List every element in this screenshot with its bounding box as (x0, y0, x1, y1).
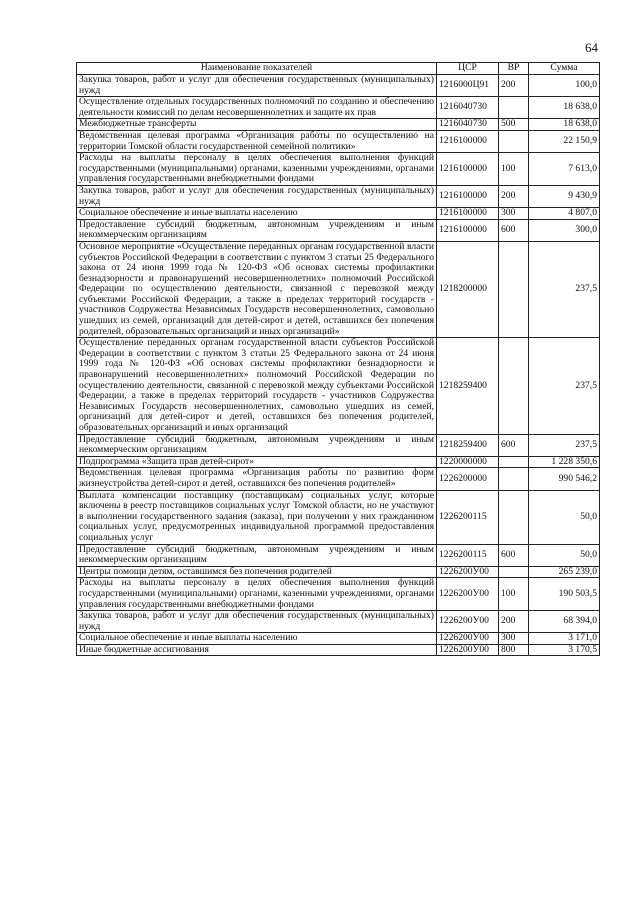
cell-csr: 1216100000 (437, 185, 499, 207)
cell-name: Межбюджетные трансферты (77, 119, 437, 131)
cell-sum: 22 150,9 (529, 130, 600, 152)
cell-name: Иные бюджетные ассигнования (77, 644, 437, 656)
cell-csr: 1226200115 (437, 490, 499, 544)
cell-csr: 1216100000 (437, 153, 499, 186)
table-row (77, 578, 600, 611)
cell-vr: 600 (499, 219, 529, 241)
cell-sum: 265 239,0 (529, 566, 600, 578)
table-row (77, 75, 600, 97)
table-row (77, 119, 600, 131)
cell-name: Расходы на выплаты персоналу в целях обеспечения выполнения функций государственными (муниципальными) органами, казенными учреждениями, органами управления государственными внебюджетными фондами (77, 578, 437, 611)
cell-csr: 1216100000 (437, 219, 499, 241)
cell-sum: 9 430,9 (529, 185, 600, 207)
cell-name: Предоставление субсидий бюджетным, автономным учреждениям и иным некоммерческим организациям (77, 219, 437, 241)
cell-sum: 18 638,0 (529, 97, 600, 119)
header-name: Наименование показателей (77, 63, 437, 75)
table-row (77, 544, 600, 566)
cell-vr: 300 (499, 208, 529, 220)
table-row (77, 456, 600, 468)
table-row (77, 153, 600, 186)
cell-sum: 18 638,0 (529, 119, 600, 131)
cell-sum: 1 228 350,6 (529, 456, 600, 468)
cell-name: Осуществление переданных органам государственной власти субъектов Российской Федерации в соответствии с пунктом 3 статьи 25 Федерального закона от 24 июня 1999 года № 120-ФЗ «Об основах системы профилактики безнадзорности и правонарушений несовершеннолетних» полномочий Российской Федерации по осуществлению деятельности, связанной с перевозкой между субъектами Российской Федерации, а также в пределах территорий государств - участников Содружества Независимых Государств несовершеннолетних, самовольно ушедших из семей, организаций для детей-сирот и детей, оставшихся без попечения родителей, образовательных организаций и иных организаций (77, 338, 437, 434)
table-row (77, 490, 600, 544)
cell-sum: 68 394,0 (529, 611, 600, 633)
cell-vr (499, 241, 529, 337)
table-row (77, 208, 600, 220)
table-row (77, 130, 600, 152)
cell-vr: 300 (499, 633, 529, 645)
cell-csr: 1216100000 (437, 130, 499, 152)
cell-sum: 190 503,5 (529, 578, 600, 611)
budget-table (76, 62, 600, 656)
cell-csr: 1226200У00 (437, 566, 499, 578)
cell-name: Ведомственная целевая программа «Организация работы по осуществлению на территории Томской области государственной семейной политики» (77, 130, 437, 152)
cell-sum: 50,0 (529, 544, 600, 566)
table-row (77, 633, 600, 645)
cell-name: Центры помощи детям, оставшимся без попечения родителей (77, 566, 437, 578)
table-row (77, 219, 600, 241)
cell-vr (499, 130, 529, 152)
cell-vr (499, 456, 529, 468)
cell-csr: 1218200000 (437, 241, 499, 337)
cell-sum: 237,5 (529, 338, 600, 434)
cell-name: Расходы на выплаты персоналу в целях обеспечения выполнения функций государственными (муниципальными) органами, казенными учреждениями, органами управления государственными внебюджетными фондами (77, 153, 437, 186)
cell-csr: 1226200115 (437, 544, 499, 566)
cell-sum: 990 546,2 (529, 468, 600, 490)
cell-name: Закупка товаров, работ и услуг для обеспечения государственных (муниципальных) нужд (77, 611, 437, 633)
cell-csr: 1226200У00 (437, 578, 499, 611)
cell-csr: 1218259400 (437, 338, 499, 434)
table-row (77, 97, 600, 119)
cell-name: Социальное обеспечение и иные выплаты населению (77, 208, 437, 220)
cell-sum: 4 807,0 (529, 208, 600, 220)
table-row (77, 611, 600, 633)
cell-name: Закупка товаров, работ и услуг для обеспечения государственных (муниципальных) нужд (77, 75, 437, 97)
cell-csr: 1226200000 (437, 468, 499, 490)
cell-csr: 1216100000 (437, 208, 499, 220)
cell-sum: 237,5 (529, 434, 600, 456)
cell-csr: 1216040730 (437, 97, 499, 119)
cell-name: Осуществление отдельных государственных полномочий по созданию и обеспечению деятельности комиссий по делам несовершеннолетних и защите их прав (77, 97, 437, 119)
cell-vr: 800 (499, 644, 529, 656)
cell-vr (499, 566, 529, 578)
cell-vr: 600 (499, 544, 529, 566)
cell-vr: 600 (499, 434, 529, 456)
table-row (77, 241, 600, 337)
cell-sum: 7 613,0 (529, 153, 600, 186)
cell-name: Выплата компенсации поставщику (поставщикам) социальных услуг, которые включены в реестр поставщиков социальных услуг Томской области, но не участвуют в выполнении государственного задания (заказа), при получении у них гражданином социальных услуг, предусмотренных индивидуальной программой предоставления социальных услуг (77, 490, 437, 544)
cell-csr: 1216000Ц91 (437, 75, 499, 97)
cell-name: Основное мероприятие «Осуществление переданных органам государственной власти субъектов Российской Федерации в соответствии с пунктом 3 статьи 25 Федерального закона от 24 июня 1999 года № 120-ФЗ «Об основах системы профилактики безнадзорности и правонарушений несовершеннолетних» полномочий Российской Федерации по осуществлению деятельности, связанной с перевозкой между субъектами Российской Федерации, а также в пределах территорий государств - участников Содружества Независимых Государств несовершеннолетних, самовольно ушедших из семей, организаций для детей-сирот и детей, оставшихся без попечения родителей, образовательных организаций и иных организаций» (77, 241, 437, 337)
cell-csr: 1220000000 (437, 456, 499, 468)
cell-vr (499, 468, 529, 490)
cell-vr: 500 (499, 119, 529, 131)
cell-csr: 1216040730 (437, 119, 499, 131)
cell-vr: 200 (499, 611, 529, 633)
cell-vr (499, 490, 529, 544)
cell-vr (499, 338, 529, 434)
cell-vr: 100 (499, 153, 529, 186)
cell-name: Предоставление субсидий бюджетным, автономным учреждениям и иным некоммерческим организациям (77, 544, 437, 566)
cell-vr: 100 (499, 578, 529, 611)
cell-sum: 237,5 (529, 241, 600, 337)
table-row (77, 338, 600, 434)
page-number: 64 (585, 40, 598, 55)
header-row (77, 63, 600, 75)
cell-sum: 100,0 (529, 75, 600, 97)
cell-sum: 3 171,0 (529, 633, 600, 645)
header-sum: Сумма (529, 63, 600, 75)
cell-vr: 200 (499, 185, 529, 207)
cell-csr: 1226200У00 (437, 644, 499, 656)
cell-sum: 3 170,5 (529, 644, 600, 656)
cell-name: Социальное обеспечение и иные выплаты населению (77, 633, 437, 645)
cell-csr: 1226200У00 (437, 611, 499, 633)
cell-name: Закупка товаров, работ и услуг для обеспечения государственных (муниципальных) нужд (77, 185, 437, 207)
table-row (77, 566, 600, 578)
cell-name: Предоставление субсидий бюджетным, автономным учреждениям и иным некоммерческим организациям (77, 434, 437, 456)
table-row (77, 185, 600, 207)
table-body (77, 75, 600, 656)
table-row (77, 644, 600, 656)
cell-csr: 1218259400 (437, 434, 499, 456)
cell-name: Подпрограмма «Защита прав детей-сирот» (77, 456, 437, 468)
cell-vr (499, 97, 529, 119)
table-header (77, 63, 600, 75)
header-csr: ЦСР (437, 63, 499, 75)
header-vr: ВР (499, 63, 529, 75)
cell-name: Ведомственная целевая программа «Организация работы по развитию форм жизнеустройства детей-сирот и детей, оставшихся без попечения родителей» (77, 468, 437, 490)
table-row (77, 434, 600, 456)
table-row (77, 468, 600, 490)
cell-sum: 50,0 (529, 490, 600, 544)
cell-csr: 1226200У00 (437, 633, 499, 645)
cell-vr: 200 (499, 75, 529, 97)
cell-sum: 300,0 (529, 219, 600, 241)
